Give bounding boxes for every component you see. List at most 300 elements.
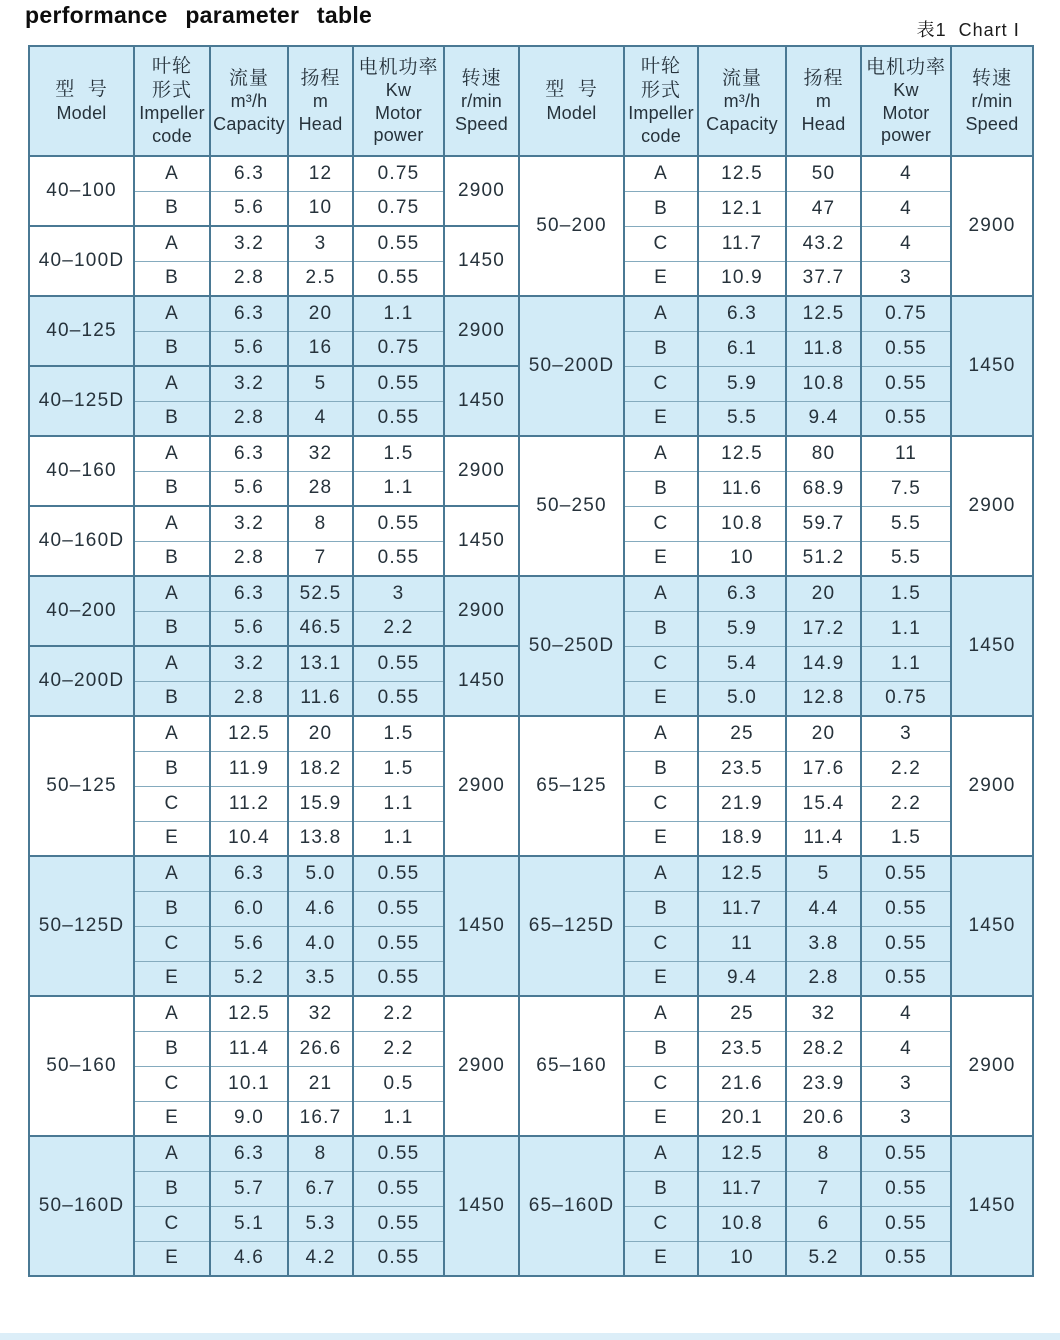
header-capacity	[210, 46, 288, 156]
power-cell: 1.1	[353, 786, 444, 821]
head-cell: 8	[288, 506, 353, 541]
impeller-code-cell: B	[134, 611, 210, 646]
head-cell: 5.2	[786, 1241, 861, 1276]
head-cell: 10	[288, 191, 353, 226]
head-cell: 3.5	[288, 961, 353, 996]
head-cell: 12.5	[786, 296, 861, 331]
impeller-code-cell: A	[134, 366, 210, 401]
impeller-code-cell: B	[134, 191, 210, 226]
power-cell: 0.75	[353, 156, 444, 191]
header-label: Model	[546, 102, 597, 123]
impeller-code-cell: C	[624, 1066, 698, 1101]
capacity-cell: 10.9	[698, 261, 786, 296]
header-label: m	[815, 91, 832, 112]
power-cell: 1.5	[353, 751, 444, 786]
speed-cell: 1450	[444, 1136, 519, 1276]
power-cell: 5.5	[861, 541, 951, 576]
head-cell: 16	[288, 331, 353, 366]
head-cell: 28	[288, 471, 353, 506]
page-title: performance parameter table	[25, 2, 373, 28]
impeller-code-cell: A	[624, 576, 698, 611]
head-cell: 32	[786, 996, 861, 1031]
power-cell: 0.55	[861, 1136, 951, 1171]
capacity-cell: 6.3	[210, 856, 288, 891]
power-cell: 0.5	[353, 1066, 444, 1101]
header-speed	[951, 46, 1033, 156]
model-cell: 65–125D	[519, 856, 624, 996]
capacity-cell: 5.9	[698, 611, 786, 646]
impeller-code-cell: B	[624, 611, 698, 646]
head-cell: 26.6	[288, 1031, 353, 1066]
speed-cell: 2900	[444, 996, 519, 1136]
model-cell: 50–250	[519, 436, 624, 576]
header-model	[519, 46, 624, 156]
power-cell: 4	[861, 996, 951, 1031]
header-label: Motor	[374, 102, 422, 123]
impeller-code-cell: E	[134, 821, 210, 856]
header-label: Capacity	[706, 113, 778, 134]
capacity-cell: 10.8	[698, 1206, 786, 1241]
model-cell: 65–160	[519, 996, 624, 1136]
impeller-code-cell: B	[624, 1171, 698, 1206]
capacity-cell: 11.4	[210, 1031, 288, 1066]
head-cell: 5	[288, 366, 353, 401]
capacity-cell: 3.2	[210, 506, 288, 541]
power-cell: 2.2	[353, 996, 444, 1031]
speed-cell: 2900	[444, 716, 519, 856]
head-cell: 12	[288, 156, 353, 191]
power-cell: 0.55	[861, 961, 951, 996]
power-cell: 1.1	[861, 611, 951, 646]
head-cell: 14.9	[786, 646, 861, 681]
power-cell: 1.1	[861, 646, 951, 681]
header-label: 扬程	[803, 67, 844, 89]
header-label: 型 号	[55, 79, 108, 101]
capacity-cell: 21.6	[698, 1066, 786, 1101]
head-cell: 80	[786, 436, 861, 471]
power-cell: 0.55	[353, 401, 444, 436]
head-cell: 13.1	[288, 646, 353, 681]
capacity-cell: 5.4	[698, 646, 786, 681]
power-cell: 0.55	[353, 856, 444, 891]
impeller-code-cell: E	[134, 961, 210, 996]
header-label: Motor	[882, 102, 930, 123]
header-label: 转速	[461, 67, 502, 89]
capacity-cell: 12.5	[698, 156, 786, 191]
capacity-cell: 11.2	[210, 786, 288, 821]
capacity-cell: 11.7	[698, 226, 786, 261]
speed-cell: 2900	[951, 436, 1033, 576]
head-cell: 7	[288, 541, 353, 576]
capacity-cell: 5.6	[210, 191, 288, 226]
header-label: 流量	[721, 67, 762, 89]
capacity-cell: 5.5	[698, 401, 786, 436]
impeller-code-cell: B	[134, 401, 210, 436]
impeller-code-cell: B	[134, 1031, 210, 1066]
impeller-code-cell: B	[134, 891, 210, 926]
speed-cell: 2900	[444, 296, 519, 366]
head-cell: 28.2	[786, 1031, 861, 1066]
impeller-code-cell: C	[134, 1206, 210, 1241]
header-head	[288, 46, 353, 156]
header-label: 形式	[640, 79, 681, 101]
head-cell: 13.8	[288, 821, 353, 856]
capacity-cell: 6.1	[698, 331, 786, 366]
model-cell: 50–160D	[29, 1136, 134, 1276]
head-cell: 6.7	[288, 1171, 353, 1206]
header-label: Impeller	[628, 103, 694, 124]
impeller-code-cell: A	[134, 296, 210, 331]
impeller-code-cell: A	[624, 1136, 698, 1171]
power-cell: 0.55	[861, 366, 951, 401]
impeller-code-cell: C	[624, 646, 698, 681]
head-cell: 16.7	[288, 1101, 353, 1136]
impeller-code-cell: E	[134, 1101, 210, 1136]
header-label: Capacity	[213, 113, 285, 134]
capacity-cell: 11.7	[698, 891, 786, 926]
capacity-cell: 5.1	[210, 1206, 288, 1241]
power-cell: 1.1	[353, 1101, 444, 1136]
model-cell: 40–100	[29, 156, 134, 226]
impeller-code-cell: E	[624, 1101, 698, 1136]
capacity-cell: 3.2	[210, 646, 288, 681]
power-cell: 0.55	[353, 261, 444, 296]
power-cell: 0.55	[353, 1241, 444, 1276]
capacity-cell: 4.6	[210, 1241, 288, 1276]
speed-cell: 2900	[444, 436, 519, 506]
header-label: 电机功率	[865, 56, 946, 78]
power-cell: 0.55	[861, 1241, 951, 1276]
power-cell: 0.55	[353, 506, 444, 541]
impeller-code-cell: B	[624, 471, 698, 506]
model-cell: 50–160	[29, 996, 134, 1136]
head-cell: 2.8	[786, 961, 861, 996]
head-cell: 23.9	[786, 1066, 861, 1101]
header-label: m³/h	[230, 91, 268, 112]
head-cell: 20	[288, 296, 353, 331]
capacity-cell: 6.3	[210, 156, 288, 191]
power-cell: 1.5	[353, 436, 444, 471]
power-cell: 3	[861, 716, 951, 751]
capacity-cell: 25	[698, 996, 786, 1031]
capacity-cell: 11.9	[210, 751, 288, 786]
header-label: m	[312, 91, 329, 112]
impeller-code-cell: B	[624, 751, 698, 786]
head-cell: 51.2	[786, 541, 861, 576]
header-power	[861, 46, 951, 156]
chart-caption: 表1 Chart Ⅰ	[916, 20, 1020, 40]
power-cell: 2.2	[861, 786, 951, 821]
capacity-cell: 3.2	[210, 226, 288, 261]
capacity-cell: 12.5	[698, 856, 786, 891]
speed-cell: 1450	[444, 226, 519, 296]
speed-cell: 2900	[951, 156, 1033, 296]
speed-cell: 2900	[951, 996, 1033, 1136]
header-label: Head	[801, 113, 846, 134]
capacity-cell: 5.6	[210, 331, 288, 366]
impeller-code-cell: C	[134, 1066, 210, 1101]
header-label: 叶轮	[640, 56, 681, 78]
power-cell: 3	[861, 1101, 951, 1136]
capacity-cell: 12.5	[210, 716, 288, 751]
capacity-cell: 23.5	[698, 751, 786, 786]
head-cell: 15.4	[786, 786, 861, 821]
header-label: Kw	[893, 80, 919, 101]
power-cell: 0.55	[861, 891, 951, 926]
head-cell: 50	[786, 156, 861, 191]
impeller-code-cell: B	[624, 1031, 698, 1066]
power-cell: 0.75	[861, 681, 951, 716]
impeller-code-cell: E	[624, 401, 698, 436]
header-label: 转速	[971, 67, 1012, 89]
head-cell: 5.0	[288, 856, 353, 891]
capacity-cell: 10	[698, 541, 786, 576]
model-cell: 40–160D	[29, 506, 134, 576]
capacity-cell: 18.9	[698, 821, 786, 856]
head-cell: 43.2	[786, 226, 861, 261]
speed-cell: 2900	[951, 716, 1033, 856]
head-cell: 10.8	[786, 366, 861, 401]
impeller-code-cell: A	[134, 716, 210, 751]
head-cell: 8	[288, 1136, 353, 1171]
power-cell: 3	[353, 576, 444, 611]
impeller-code-cell: E	[624, 821, 698, 856]
capacity-cell: 6.3	[210, 436, 288, 471]
capacity-cell: 6.3	[210, 1136, 288, 1171]
impeller-code-cell: A	[134, 226, 210, 261]
head-cell: 52.5	[288, 576, 353, 611]
capacity-cell: 10.4	[210, 821, 288, 856]
impeller-code-cell: B	[134, 681, 210, 716]
header-label: power	[880, 124, 932, 145]
head-cell: 3	[288, 226, 353, 261]
head-cell: 4.6	[288, 891, 353, 926]
speed-cell: 2900	[444, 576, 519, 646]
speed-cell: 1450	[444, 506, 519, 576]
impeller-code-cell: B	[134, 541, 210, 576]
power-cell: 0.55	[861, 856, 951, 891]
power-cell: 4	[861, 226, 951, 261]
power-cell: 1.1	[353, 471, 444, 506]
head-cell: 18.2	[288, 751, 353, 786]
head-cell: 4.0	[288, 926, 353, 961]
header-label: 扬程	[300, 67, 341, 89]
capacity-cell: 11.7	[698, 1171, 786, 1206]
head-cell: 11.6	[288, 681, 353, 716]
capacity-cell: 5.6	[210, 611, 288, 646]
capacity-cell: 5.6	[210, 926, 288, 961]
capacity-cell: 6.0	[210, 891, 288, 926]
capacity-cell: 6.3	[210, 296, 288, 331]
power-cell: 0.55	[353, 646, 444, 681]
head-cell: 17.2	[786, 611, 861, 646]
power-cell: 4	[861, 156, 951, 191]
impeller-code-cell: E	[624, 261, 698, 296]
impeller-code-cell: A	[134, 506, 210, 541]
impeller-code-cell: A	[134, 576, 210, 611]
header-label: Head	[298, 113, 343, 134]
power-cell: 0.55	[353, 1171, 444, 1206]
impeller-code-cell: B	[134, 751, 210, 786]
model-cell: 50–125D	[29, 856, 134, 996]
capacity-cell: 21.9	[698, 786, 786, 821]
header-impeller	[624, 46, 698, 156]
model-cell: 40–125D	[29, 366, 134, 436]
power-cell: 0.55	[861, 331, 951, 366]
impeller-code-cell: C	[624, 366, 698, 401]
capacity-cell: 5.2	[210, 961, 288, 996]
head-cell: 37.7	[786, 261, 861, 296]
impeller-code-cell: E	[624, 961, 698, 996]
capacity-cell: 11.6	[698, 471, 786, 506]
model-cell: 40–160	[29, 436, 134, 506]
head-cell: 32	[288, 436, 353, 471]
header-label: 叶轮	[151, 56, 192, 78]
power-cell: 1.1	[353, 296, 444, 331]
impeller-code-cell: C	[134, 786, 210, 821]
head-cell: 12.8	[786, 681, 861, 716]
capacity-cell: 10	[698, 1241, 786, 1276]
speed-cell: 1450	[444, 646, 519, 716]
header-head	[786, 46, 861, 156]
head-cell: 20	[786, 576, 861, 611]
impeller-code-cell: C	[624, 1206, 698, 1241]
head-cell: 5.3	[288, 1206, 353, 1241]
header-label: Speed	[454, 113, 509, 134]
head-cell: 17.6	[786, 751, 861, 786]
impeller-code-cell: E	[624, 541, 698, 576]
impeller-code-cell: B	[134, 331, 210, 366]
power-cell: 0.55	[353, 926, 444, 961]
impeller-code-cell: A	[134, 156, 210, 191]
capacity-cell: 12.5	[210, 996, 288, 1031]
impeller-code-cell: C	[624, 506, 698, 541]
power-cell: 0.55	[353, 366, 444, 401]
power-cell: 1.5	[861, 821, 951, 856]
capacity-cell: 12.1	[698, 191, 786, 226]
header-label: 电机功率	[358, 56, 439, 78]
speed-cell: 1450	[951, 1136, 1033, 1276]
power-cell: 3	[861, 1066, 951, 1101]
header-impeller	[134, 46, 210, 156]
head-cell: 20	[288, 716, 353, 751]
capacity-cell: 25	[698, 716, 786, 751]
header-label: r/min	[461, 91, 502, 112]
speed-cell: 1450	[951, 576, 1033, 716]
power-cell: 0.55	[353, 1136, 444, 1171]
power-cell: 0.55	[861, 926, 951, 961]
head-cell: 46.5	[288, 611, 353, 646]
speed-cell: 1450	[444, 366, 519, 436]
head-cell: 59.7	[786, 506, 861, 541]
impeller-code-cell: B	[624, 891, 698, 926]
capacity-cell: 2.8	[210, 681, 288, 716]
impeller-code-cell: C	[624, 786, 698, 821]
model-cell: 50–200D	[519, 296, 624, 436]
speed-cell: 2900	[444, 156, 519, 226]
power-cell: 11	[861, 436, 951, 471]
impeller-code-cell: B	[134, 1171, 210, 1206]
model-cell: 50–125	[29, 716, 134, 856]
head-cell: 9.4	[786, 401, 861, 436]
head-cell: 7	[786, 1171, 861, 1206]
power-cell: 0.75	[353, 191, 444, 226]
header-label: code	[152, 125, 192, 146]
power-cell: 0.55	[353, 541, 444, 576]
power-cell: 7.5	[861, 471, 951, 506]
head-cell: 4.2	[288, 1241, 353, 1276]
power-cell: 0.55	[353, 681, 444, 716]
power-cell: 2.2	[353, 611, 444, 646]
impeller-code-cell: A	[624, 156, 698, 191]
model-cell: 50–250D	[519, 576, 624, 716]
impeller-code-cell: E	[624, 1241, 698, 1276]
header-label: 型 号	[545, 79, 598, 101]
capacity-cell: 6.3	[698, 296, 786, 331]
model-cell: 40–100D	[29, 226, 134, 296]
capacity-cell: 3.2	[210, 366, 288, 401]
model-cell: 65–125	[519, 716, 624, 856]
power-cell: 0.55	[861, 1171, 951, 1206]
model-cell: 50–200	[519, 156, 624, 296]
head-cell: 68.9	[786, 471, 861, 506]
header-label: Model	[56, 102, 107, 123]
impeller-code-cell: A	[134, 856, 210, 891]
power-cell: 0.55	[861, 1206, 951, 1241]
power-cell: 1.1	[353, 821, 444, 856]
power-cell: 1.5	[861, 576, 951, 611]
head-cell: 15.9	[288, 786, 353, 821]
impeller-code-cell: A	[134, 1136, 210, 1171]
capacity-cell: 2.8	[210, 401, 288, 436]
capacity-cell: 23.5	[698, 1031, 786, 1066]
head-cell: 8	[786, 1136, 861, 1171]
power-cell: 0.55	[353, 961, 444, 996]
impeller-code-cell: C	[134, 926, 210, 961]
power-cell: 0.75	[861, 296, 951, 331]
capacity-cell: 12.5	[698, 1136, 786, 1171]
power-cell: 1.5	[353, 716, 444, 751]
performance-table	[28, 45, 1034, 1277]
head-cell: 4.4	[786, 891, 861, 926]
impeller-code-cell: B	[134, 261, 210, 296]
capacity-cell: 5.7	[210, 1171, 288, 1206]
impeller-code-cell: A	[134, 436, 210, 471]
header-label: 形式	[151, 79, 192, 101]
head-cell: 5	[786, 856, 861, 891]
impeller-code-cell: A	[134, 996, 210, 1031]
power-cell: 0.55	[353, 891, 444, 926]
capacity-cell: 2.8	[210, 261, 288, 296]
impeller-code-cell: A	[624, 436, 698, 471]
head-cell: 20	[786, 716, 861, 751]
power-cell: 4	[861, 191, 951, 226]
page-bottom-strip	[0, 1333, 1060, 1340]
head-cell: 11.4	[786, 821, 861, 856]
capacity-cell: 6.3	[698, 576, 786, 611]
capacity-cell: 12.5	[698, 436, 786, 471]
model-cell: 40–200	[29, 576, 134, 646]
header-capacity	[698, 46, 786, 156]
impeller-code-cell: A	[624, 856, 698, 891]
speed-cell: 1450	[444, 856, 519, 996]
speed-cell: 1450	[951, 856, 1033, 996]
head-cell: 6	[786, 1206, 861, 1241]
capacity-cell: 10.8	[698, 506, 786, 541]
impeller-code-cell: A	[624, 296, 698, 331]
power-cell: 0.55	[353, 226, 444, 261]
power-cell: 4	[861, 1031, 951, 1066]
